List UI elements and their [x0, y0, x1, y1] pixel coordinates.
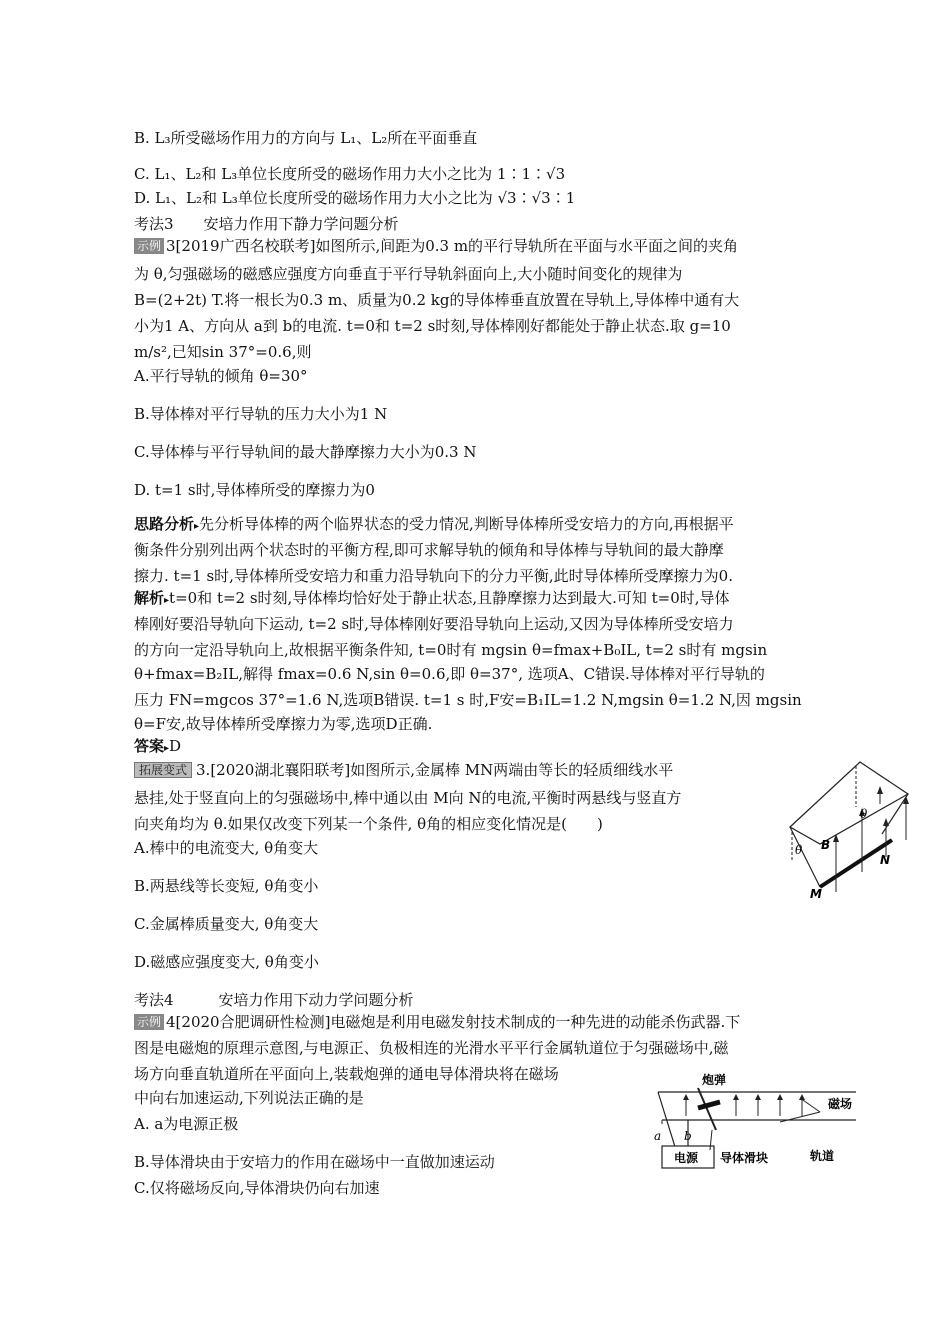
railgun-figure — [640, 1070, 870, 1175]
example-4-line-3: 场方向垂直轨道所在平面向上,装载炮弹的通电导体滑块将在磁场 — [134, 1065, 559, 1083]
example-3-line-4: 小为1 A、方向从 a到 b的电流. t=0和 t=2 s时刻,导体棒刚好都能处于静止状态.取 g=10 — [134, 317, 731, 335]
solution-line-3: 的方向一定沿导轨向上,故根据平衡条件知, t=0时有 mgsin θ=fmax+B₀IL, t=2 s时有 mgsin — [134, 641, 768, 659]
solution-line-2: 棒刚好要沿导轨向下运动, t=2 s时,导体棒刚好要沿导轨向上运动,又因为导体棒所受安培力 — [134, 615, 734, 633]
theta-label: θ — [860, 807, 868, 821]
solution-line-4: θ+fmax=B₂IL,解得 fmax=0.6 N,sin θ=0.6,即 θ=37°, 选项A、C错误.导体棒对平行导轨的 — [134, 665, 765, 683]
shell-label: 炮弹 — [702, 1073, 727, 1087]
rail-label: 轨道 — [810, 1149, 835, 1163]
analysis-line-2: 衡条件分别列出两个状态时的平衡方程,即可求解导轨的倾角和导体棒与导轨间的最大静摩 — [134, 541, 724, 559]
analysis-line-3: 擦力. t=1 s时,导体棒所受安培力和重力沿导轨向下的分力平衡,此时导体棒所受摩擦力为0. — [134, 567, 733, 585]
text: 4[2020合肥调研性检测]电磁炮是利用电磁发射技术制成的一种先进的动能杀伤武器.下 — [166, 1013, 741, 1031]
field-label: 磁场 — [828, 1097, 853, 1111]
option-a: A.平行导轨的倾角 θ=30° — [134, 367, 308, 385]
example-3-line-1 — [134, 236, 738, 256]
variant-line-2: 悬挂,处于竖直向上的匀强磁场中,棒中通以由 M向 N的电流,平衡时两悬线与竖直方 — [134, 789, 682, 807]
text: 3.[2020湖北襄阳联考]如图所示,金属棒 MN两端由等长的轻质细线水平 — [196, 761, 674, 779]
example-tag: 示例 — [134, 238, 164, 254]
example-4-option-a: A. a为电源正极 — [134, 1115, 239, 1133]
text: 先分析导体棒的两个临界状态的受力情况,判断导体棒所受安培力的方向,再根据平 — [199, 515, 734, 533]
variant-option-b: B.两悬线等长变短, θ角变小 — [134, 877, 319, 895]
triangle-icon: ▸ — [194, 521, 200, 532]
line-b: B. L₃所受磁场作用力的方向与 L₁、L₂所在平面垂直 — [134, 129, 478, 147]
option-c: C.导体棒与平行导轨间的最大静摩擦力大小为0.3 N — [134, 443, 477, 461]
example-tag: 示例 — [134, 1014, 164, 1030]
variant-line-1 — [134, 760, 673, 780]
variant-option-c: C.金属棒质量变大, θ角变大 — [134, 915, 319, 933]
variant-tag: 拓展变式 — [134, 762, 192, 778]
answer-line — [134, 736, 181, 759]
suspended-rod-figure — [780, 752, 920, 907]
analysis-line-1 — [134, 514, 734, 537]
solution-line-5: 压力 FN=mgcos 37°=1.6 N,选项B错误. t=1 s 时,F安=B₁IL=1.2 N,mgsin θ=1.2 N,因 mgsin — [134, 691, 802, 709]
example-4-option-c: C.仅将磁场反向,导体滑块仍向右加速 — [134, 1179, 380, 1197]
slider-label: 导体滑块 — [720, 1151, 769, 1165]
answer-value: D — [169, 737, 182, 755]
variant-line-3: 向夹角均为 θ.如果仅改变下列某一个条件, θ角的相应变化情况是( ) — [134, 815, 603, 833]
text: 3[2019广西名校联考]如图所示,间距为0.3 m的平行导轨所在平面与水平面之间的夹角 — [166, 237, 739, 255]
solution-tag: 解析 — [134, 589, 165, 607]
example-4-line-4: 中向右加速运动,下列说法正确的是 — [134, 1089, 364, 1107]
option-d: D. t=1 s时,导体棒所受的摩擦力为0 — [134, 481, 375, 499]
example-4-option-b: B.导体滑块由于安培力的作用在磁场中一直做加速运动 — [134, 1153, 495, 1171]
variant-option-d: D.磁感应强度变大, θ角变小 — [134, 953, 319, 971]
example-3-line-3: B=(2+2t) T.将一根长为0.3 m、质量为0.2 kg的导体棒垂直放置在导轨上,导体棒中通有大 — [134, 291, 740, 309]
example-4-line-1 — [134, 1012, 740, 1032]
example-4-line-2: 图是电磁炮的原理示意图,与电源正、负极相连的光滑水平平行金属轨道位于匀强磁场中,磁 — [134, 1039, 729, 1057]
analysis-tag: 思路分析 — [134, 515, 195, 533]
n-label: N — [880, 853, 891, 867]
text: t=0和 t=2 s时刻,导体棒均恰好处于静止状态,且静摩擦力达到最大.可知 t=0时,导体 — [169, 589, 730, 607]
triangle-icon: ▸ — [164, 595, 170, 606]
a-label: a — [654, 1129, 662, 1143]
example-3-line-5: m/s²,已知sin 37°=0.6,则 — [134, 343, 312, 361]
b-label: b — [684, 1129, 692, 1143]
triangle-icon: ▸ — [164, 743, 170, 754]
section-heading-4: 考法4 安培力作用下动力学问题分析 — [134, 991, 414, 1009]
solution-line-1 — [134, 588, 730, 611]
line-c: C. L₁、L₂和 L₃单位长度所受的磁场作用力大小之比为 1∶1∶√3 — [134, 165, 566, 183]
power-label: 电源 — [674, 1151, 699, 1165]
section-heading-3: 考法3 安培力作用下静力学问题分析 — [134, 215, 399, 233]
option-b: B.导体棒对平行导轨的压力大小为1 N — [134, 405, 388, 423]
example-3-line-2: 为 θ,匀强磁场的磁感应强度方向垂直于平行导轨斜面向上,大小随时间变化的规律为 — [134, 265, 683, 283]
line-d: D. L₁、L₂和 L₃单位长度所受的磁场作用力大小之比为 √3∶√3∶1 — [134, 189, 576, 207]
theta-label: θ — [795, 843, 803, 857]
variant-option-a: A.棒中的电流变大, θ角变大 — [134, 839, 319, 857]
solution-line-6: θ=F安,故导体棒所受摩擦力为零,选项D正确. — [134, 715, 433, 733]
m-label: M — [810, 887, 822, 901]
b-label: B — [821, 838, 831, 852]
answer-tag: 答案 — [134, 737, 165, 755]
